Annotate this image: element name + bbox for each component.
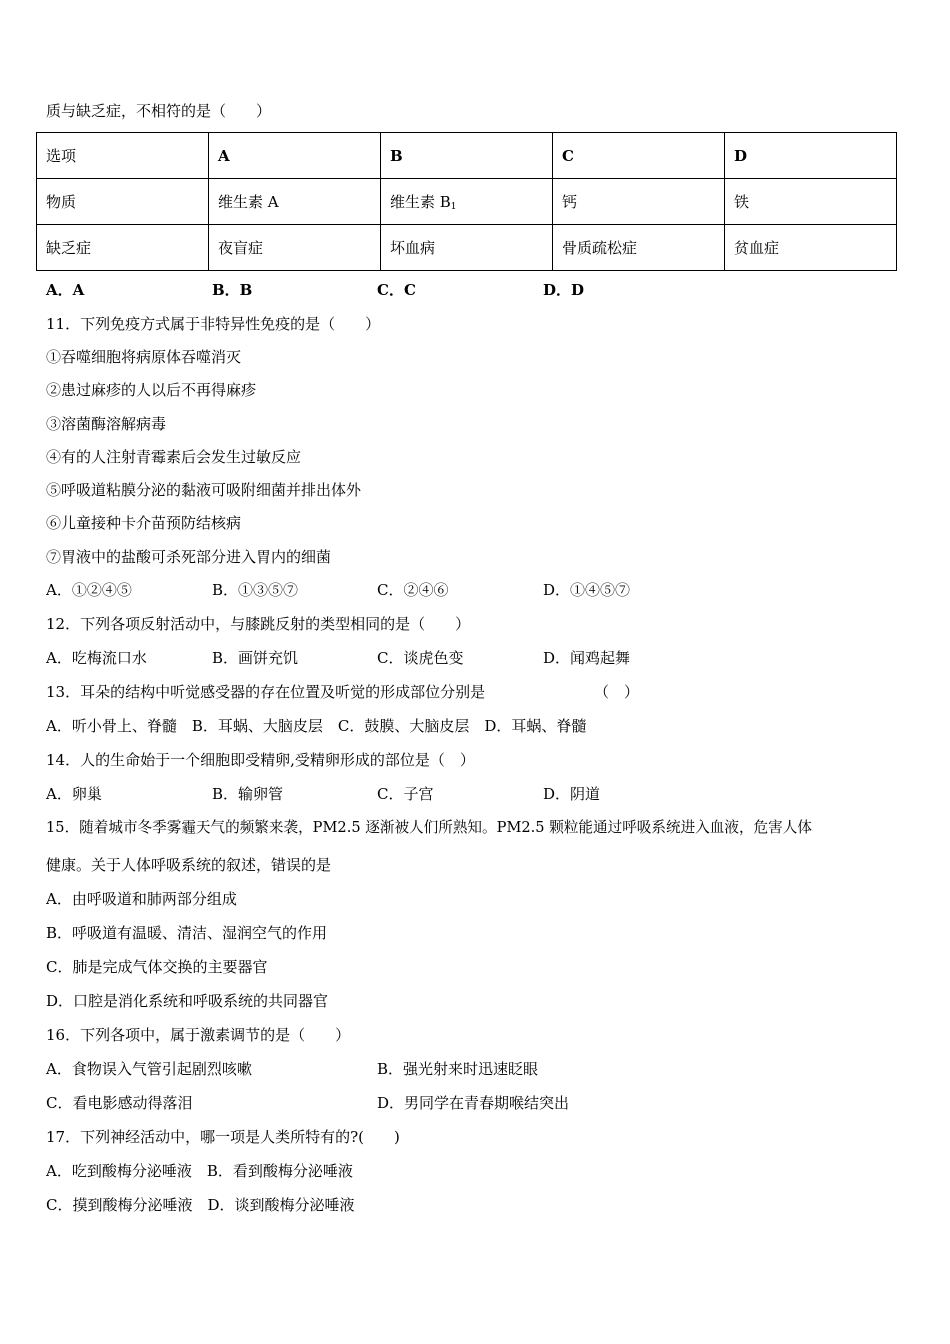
list-item: ⑤呼吸道粘膜分泌的黏液可吸附细菌并排出体外 bbox=[46, 481, 362, 499]
option-a: A．由呼吸道和肺两部分组成 bbox=[46, 890, 237, 908]
option-b: B．输卵管 bbox=[212, 785, 284, 803]
table-cell: 夜盲症 bbox=[209, 225, 381, 271]
question-12-stem: 12．下列各项反射活动中，与膝跳反射的类型相同的是（ ） bbox=[46, 615, 471, 633]
list-item: ⑦胃液中的盐酸可杀死部分进入胃内的细菌 bbox=[46, 548, 332, 566]
option-c: C．看电影感动得落泪 bbox=[46, 1094, 193, 1112]
table-cell: 贫血症 bbox=[725, 225, 897, 271]
table-cell: C bbox=[553, 133, 725, 179]
option-d: D．口腔是消化系统和呼吸系统的共同器官 bbox=[46, 992, 329, 1010]
list-item: ②患过麻疹的人以后不再得麻疹 bbox=[46, 381, 257, 399]
table-cell: B bbox=[381, 133, 553, 179]
option-a: A．食物误入气管引起剧烈咳嗽 bbox=[46, 1060, 252, 1078]
option-d: D．阴道 bbox=[543, 785, 601, 803]
option-d: D．男同学在青春期喉结突出 bbox=[377, 1094, 570, 1112]
option-c: C．肺是完成气体交换的主要器官 bbox=[46, 958, 268, 976]
option-b: B．画饼充饥 bbox=[212, 649, 299, 667]
table-cell: 坏血病 bbox=[381, 225, 553, 271]
table-cell: A bbox=[209, 133, 381, 179]
option-a: A．卵巢 bbox=[46, 785, 102, 803]
table-cell-text: 维生素 B bbox=[390, 193, 451, 211]
answer-parentheses: （ ） bbox=[594, 683, 640, 701]
question-15-stem: 15．随着城市冬季雾霾天气的频繁来袭，PM2.5 逐渐被人们所熟知。PM2.5 颗粒能通过呼吸系统进入血液，危害人体 bbox=[46, 819, 812, 836]
table-cell: 铁 bbox=[725, 179, 897, 225]
question-17-stem: 17．下列神经活动中，哪一项是人类所特有的?( ) bbox=[46, 1128, 400, 1146]
table-cell: 骨质疏松症 bbox=[553, 225, 725, 271]
table-row bbox=[37, 179, 897, 225]
option-c: C．谈虎色变 bbox=[377, 649, 464, 667]
question-17-options-2: C．摸到酸梅分泌唾液 D．谈到酸梅分泌唾液 bbox=[46, 1196, 355, 1214]
table-cell: 钙 bbox=[553, 179, 725, 225]
option-b: B．强光射来时迅速眨眼 bbox=[377, 1060, 539, 1078]
option-b: B．①③⑤⑦ bbox=[212, 581, 299, 599]
option-d: D．D bbox=[543, 281, 585, 299]
option-c: C．子宫 bbox=[377, 785, 434, 803]
list-item: ①吞噬细胞将病原体吞噬消灭 bbox=[46, 348, 242, 366]
subscript: 1 bbox=[450, 202, 457, 212]
question-16-stem: 16．下列各项中，属于激素调节的是（ ） bbox=[46, 1026, 351, 1044]
table-row bbox=[37, 225, 897, 271]
question-14-stem: 14．人的生命始于一个细胞即受精卵,受精卵形成的部位是（ ） bbox=[46, 751, 475, 769]
nutrient-deficiency-table bbox=[36, 132, 897, 271]
option-a: A．A bbox=[46, 281, 85, 299]
question-13-options: A．听小骨上、脊髓 B．耳蜗、大脑皮层 C．鼓膜、大脑皮层 D．耳蜗、脊髓 bbox=[46, 717, 587, 735]
table-cell bbox=[381, 179, 553, 225]
list-item: ④有的人注射青霉素后会发生过敏反应 bbox=[46, 448, 302, 466]
list-item: ⑥儿童接种卡介苗预防结核病 bbox=[46, 514, 242, 532]
table-cell: D bbox=[725, 133, 897, 179]
option-a: A．吃梅流口水 bbox=[46, 649, 147, 667]
option-b: B．B bbox=[212, 281, 253, 299]
table-cell: 选项 bbox=[37, 133, 209, 179]
list-item: ③溶菌酶溶解病毒 bbox=[46, 415, 167, 433]
option-c: C．C bbox=[377, 281, 416, 299]
question-15-stem-cont: 健康。关于人体呼吸系统的叙述，错误的是 bbox=[46, 856, 332, 874]
option-c: C．②④⑥ bbox=[377, 581, 449, 599]
option-a: A．①②④⑤ bbox=[46, 581, 132, 599]
option-d: D．①④⑤⑦ bbox=[543, 581, 631, 599]
option-d: D．闻鸡起舞 bbox=[543, 649, 631, 667]
question-11-stem: 11．下列免疫方式属于非特异性免疫的是（ ） bbox=[46, 315, 381, 333]
table-row bbox=[37, 133, 897, 179]
table-cell: 维生素 A bbox=[209, 179, 381, 225]
table-cell: 缺乏症 bbox=[37, 225, 209, 271]
question-10-stem-tail: 质与缺乏症，不相符的是（ ） bbox=[46, 102, 272, 120]
table-cell: 物质 bbox=[37, 179, 209, 225]
question-17-options-1: A．吃到酸梅分泌唾液 B．看到酸梅分泌唾液 bbox=[46, 1162, 353, 1180]
question-13-stem: 13．耳朵的结构中听觉感受器的存在位置及听觉的形成部位分别是 bbox=[46, 683, 486, 701]
option-b: B．呼吸道有温暖、清洁、湿润空气的作用 bbox=[46, 924, 328, 942]
